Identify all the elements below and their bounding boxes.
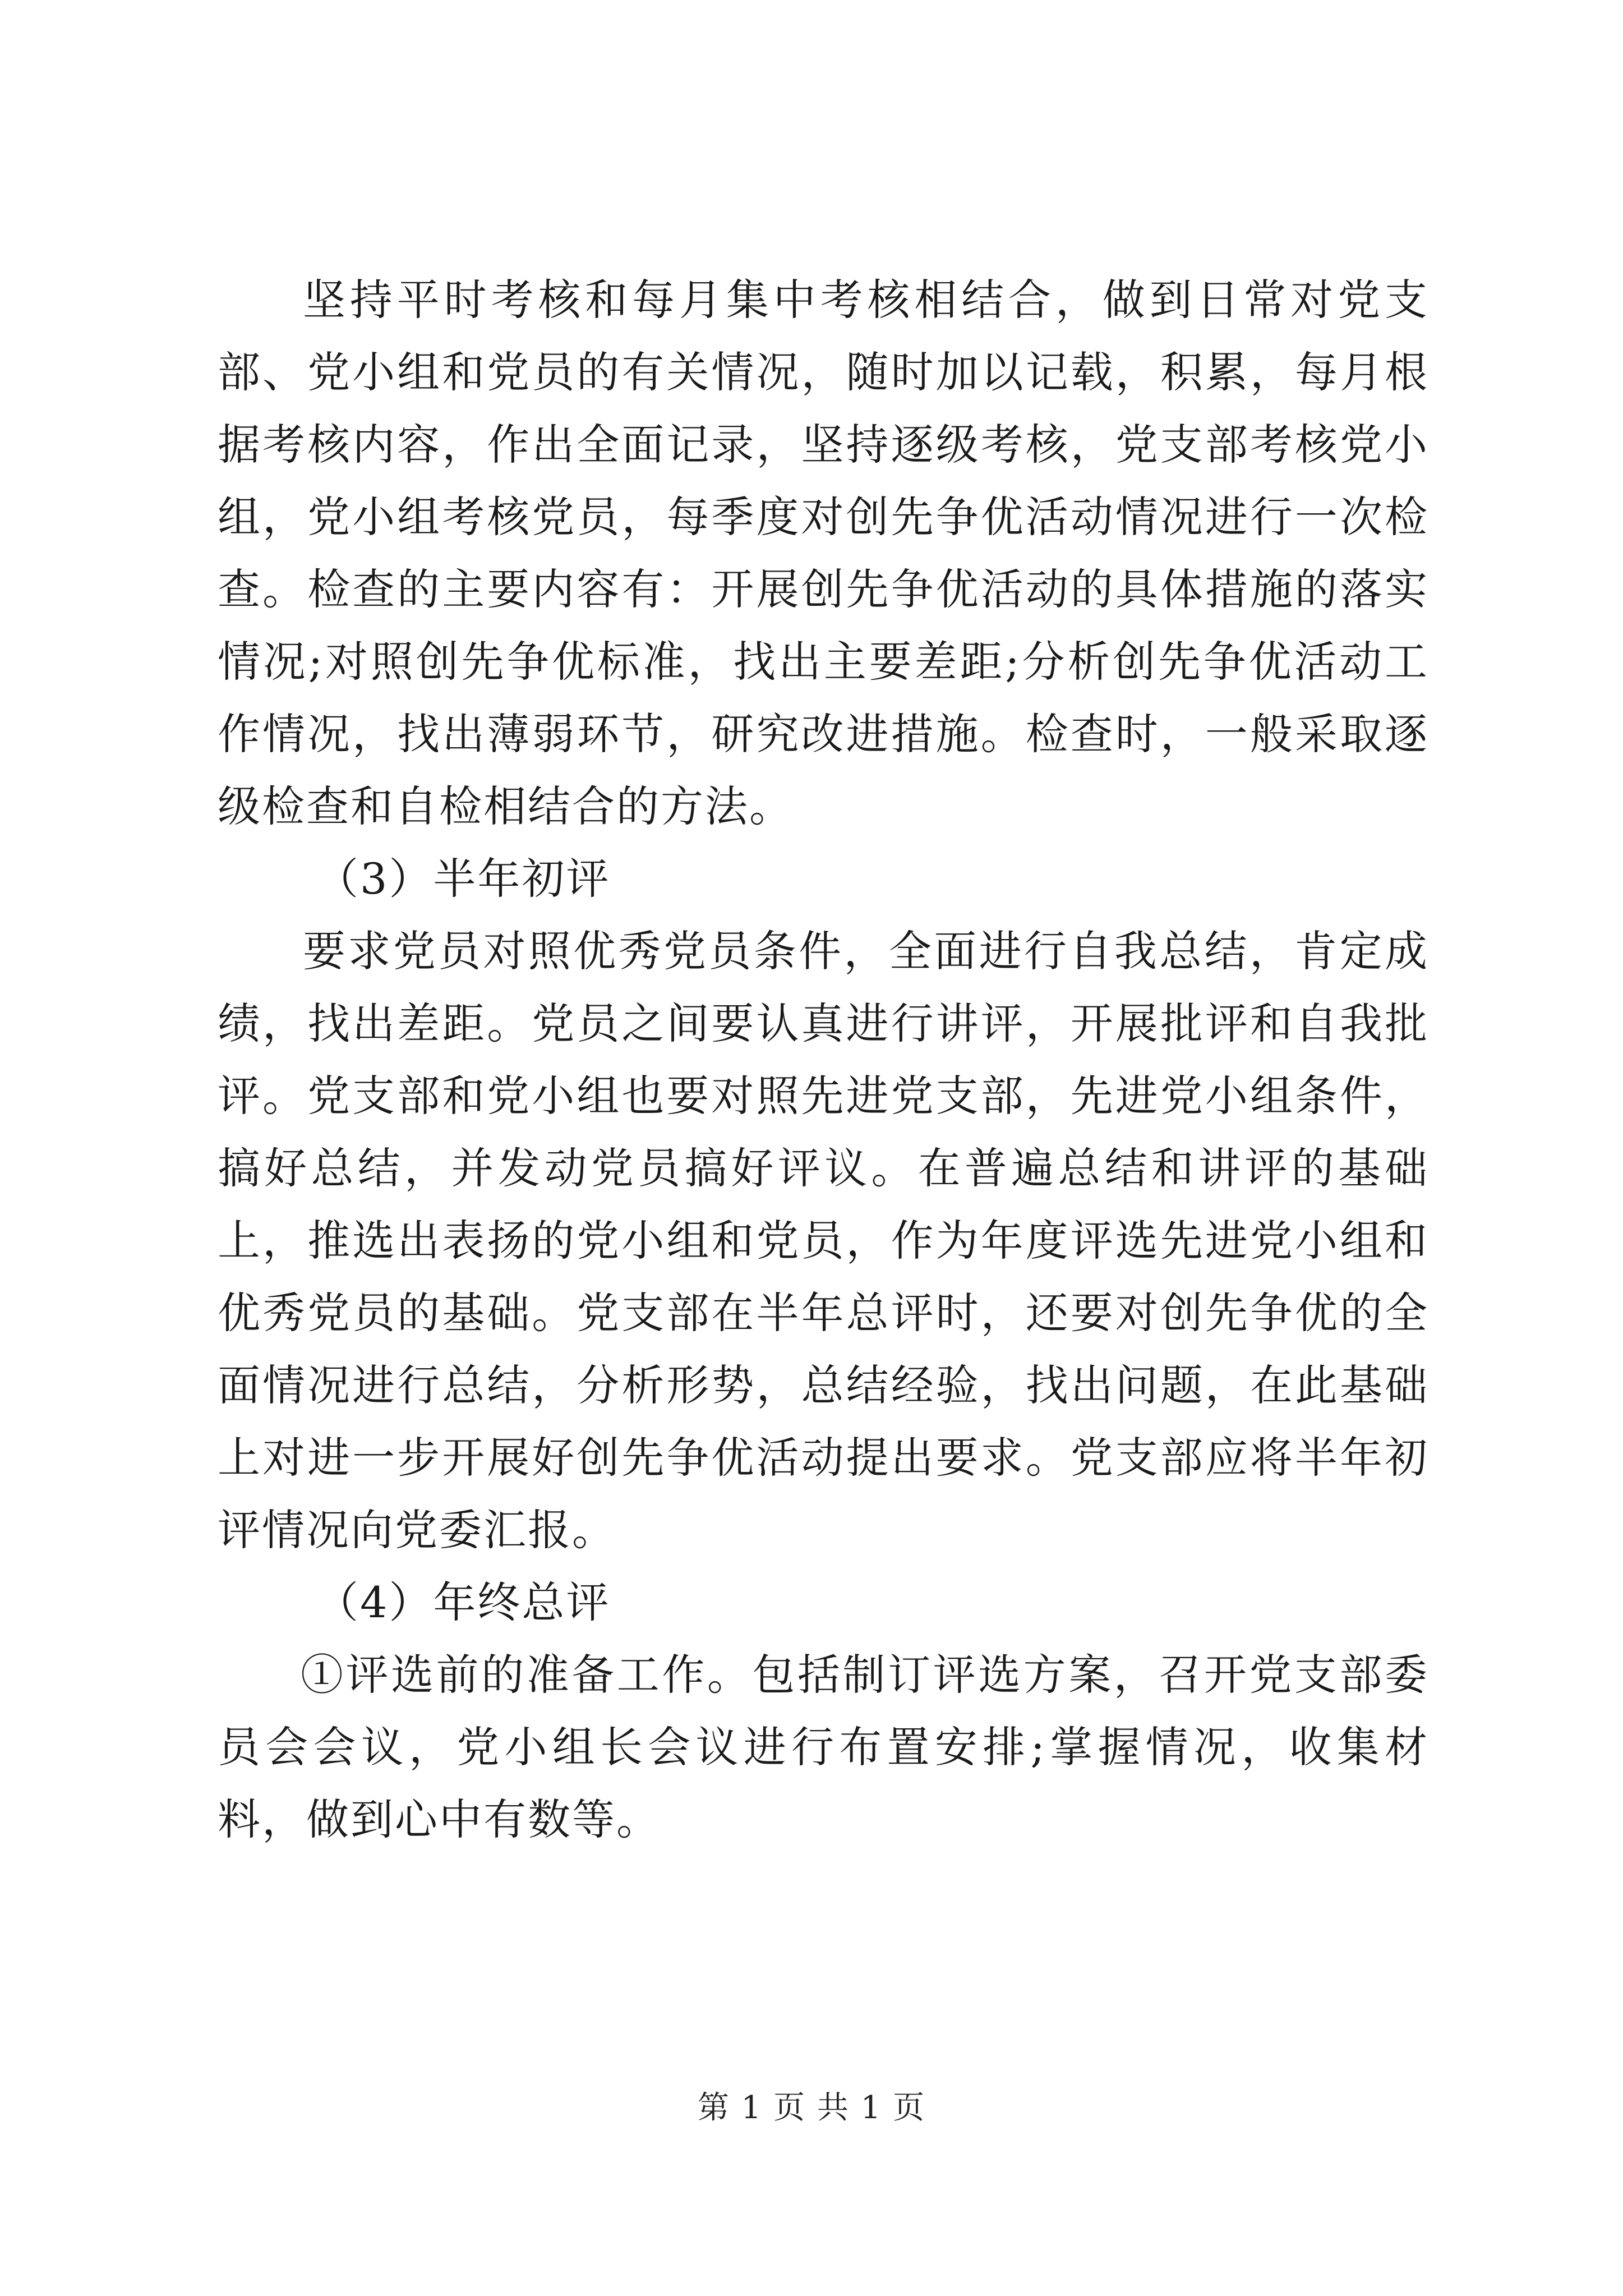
paragraph-half-year-review: 要求党员对照优秀党员条件，全面进行自我总结，肯定成绩，找出差距。党员之间要认真进行讲评，开展批评和自我批评。党支部和党小组也要对照先进党支部，先进党小组条件，搞好总结，并发动党员搞好评议。在普遍总结和讲评的基础上，推选出表扬的党小组和党员，作为年度评选先进党小组和优秀党员的基础。党支部在半年总评时，还要对创先争优的全面情况进行总结，分析形势，总结经验，找出问题，在此基础上对进一步开展好创先争优活动提出要求。党支部应将半年初评情况向党委汇报。 bbox=[218, 926, 1429, 1555]
list-item-preparation: ①评选前的准备工作。包括制订评选方案，召开党支部委员会会议，党小组长会议进行布置安排;掌握情况，收集材料，做到心中有数等。 bbox=[218, 1650, 1429, 1844]
section-heading-half-year-review: （3）半年初评 bbox=[316, 854, 611, 904]
paragraph-assessment: 坚持平时考核和每月集中考核相结合，做到日常对党支部、党小组和党员的有关情况，随时加以记载，积累，每月根据考核内容，作出全面记录，坚持逐级考核，党支部考核党小组，党小组考核党员，每季度对创先争优活动情况进行一次检查。检查的主要内容有：开展创先争优活动的具体措施的落实情况;对照创先争优标准，找出主要差距;分析创先争优活动工作情况，找出薄弱环节，研究改进措施。检查时，一般采取逐级检查和自检相结合的方法。 bbox=[218, 275, 1429, 831]
page-number-footer: 第 1 页 共 1 页 bbox=[697, 2090, 926, 2126]
section-heading-year-end-review: （4）年终总评 bbox=[316, 1577, 611, 1627]
document-body bbox=[218, 264, 1429, 1856]
